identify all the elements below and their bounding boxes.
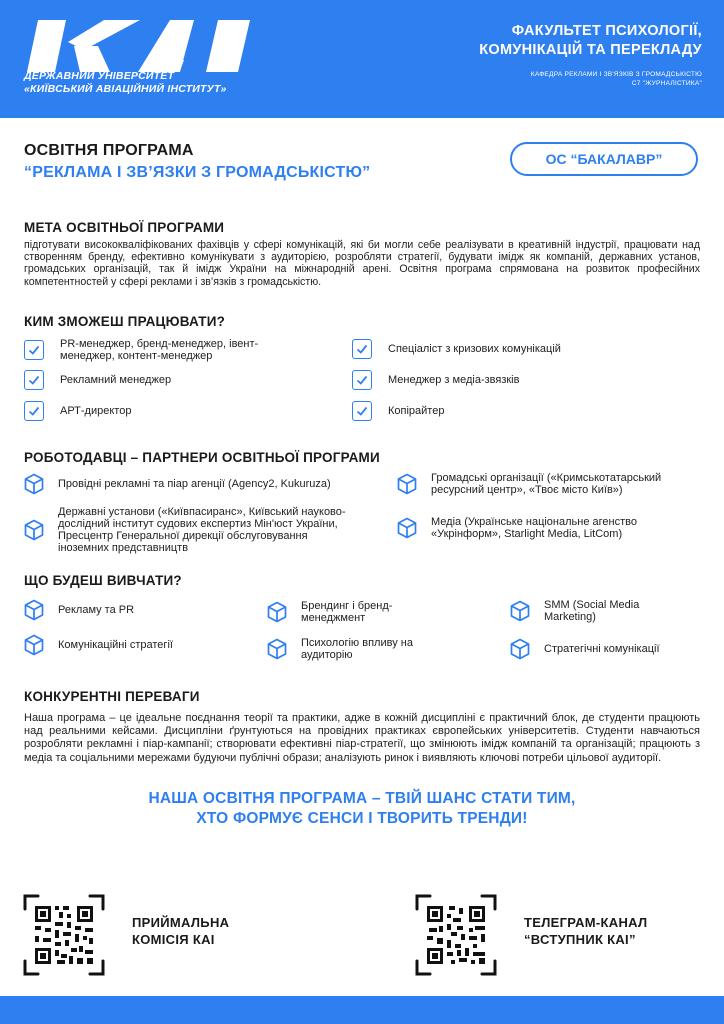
career-label: PR-менеджер, бренд-менеджер, івент-менеджер, контент-менеджер [60, 338, 259, 362]
department-line-2: С7 "ЖУРНАЛІСТИКА" [631, 80, 702, 87]
partner-item [397, 472, 707, 496]
faculty-line-2: КОМУНІКАЦІЙ ТА ПЕРЕКЛАДУ [479, 42, 702, 58]
faculty-line-1: ФАКУЛЬТЕТ ПСИХОЛОГІЇ, [511, 23, 702, 39]
cube-icon [510, 600, 530, 622]
study-item [267, 600, 467, 624]
checkbox-check-icon [24, 370, 44, 390]
cube-icon [397, 517, 417, 539]
telegram-label-line-1: ТЕЛЕГРАМ-КАНАЛ [524, 915, 648, 930]
admission-label-line-2: КОМІСІЯ КАІ [132, 932, 215, 947]
qr-code-icon [22, 893, 106, 977]
career-label: Спеціаліст з кризових комунікацій [388, 343, 561, 355]
study-item [267, 637, 467, 661]
career-item [352, 401, 692, 421]
career-label: Рекламний менеджер [60, 374, 172, 386]
telegram-label [524, 914, 647, 948]
career-item [24, 401, 324, 421]
study-label: Психологію впливу на аудиторію [301, 637, 413, 661]
study-item [24, 599, 244, 621]
program-name: “РЕКЛАМА І ЗВ’ЯЗКИ З ГРОМАДСЬКІСТЮ” [24, 164, 371, 181]
header-banner [0, 0, 724, 118]
goal-text: підготувати висококваліфікованих фахівців у сфері комунікацій, які би могли себе реалізувати в креативній індустрії, працювати над створенням бренду, ефективно комунікувати з аудиторією, розробляти стратегії, будувати імідж як компаній, державних установ, громадських організацій, так й імідж України на міжнародній арені. Освітня програма спрямована на розвиток професійних компетентностей у сфері реклами і зв’язків з громадськістю. [24, 239, 700, 288]
partner-label: Громадські організації («Кримськотатарський ресурсний центр», «Твоє місто Київ») [431, 472, 662, 496]
advantages-heading: КОНКУРЕНТНІ ПЕРЕВАГИ [24, 689, 200, 704]
checkbox-check-icon [24, 340, 44, 360]
partner-label: Провідні рекламні та піар агенції (Agency2, Kukuruza) [58, 478, 331, 490]
faculty-name [479, 22, 702, 60]
study-label: Брендинг і бренд-менеджмент [301, 600, 393, 624]
partner-item [397, 516, 707, 540]
study-label: Рекламу та PR [58, 604, 135, 616]
checkbox-check-icon [24, 401, 44, 421]
study-item [510, 638, 720, 660]
partner-label: Медіа (Українське національне агенство «Укрінформ», Starlight Media, LitCom) [431, 516, 637, 540]
qr-code-icon [414, 893, 498, 977]
program-title: ОСВІТНЯ ПРОГРАМА [24, 142, 194, 159]
cube-icon [267, 638, 287, 660]
study-heading: ЩО БУДЕШ ВИВЧАТИ? [24, 573, 182, 588]
kai-logo [24, 20, 252, 72]
study-label: SMM (Social Media Marketing) [544, 599, 640, 623]
university-name [24, 70, 227, 96]
advantages-text: Наша програма – це ідеальне поєднання теорії та практики, адже в кожній дисципліні є практичний блок, де студенти працюють над реальними кейсами. Дисципліни ґрунтуються на провідних практиках європейських університетів. Студенти навчаються розробляти рекламні і піар-кампанії; створювати ефективні піар-стратегії, що змінюють імідж компаній та організацій; працюють з медіа та соціальними мережами будуючи публічні образи; аналізують ринок і виявляють ключові потреби цільової аудиторії. [24, 712, 700, 764]
admission-qr[interactable] [22, 893, 106, 977]
cube-icon [24, 473, 44, 495]
university-line-2: «КИЇВСЬКИЙ АВІАЦІЙНИЙ ІНСТИТУТ» [24, 83, 227, 95]
cube-icon [24, 634, 44, 656]
partner-item [24, 506, 364, 554]
checkbox-check-icon [352, 401, 372, 421]
cube-icon [24, 599, 44, 621]
cube-icon [397, 473, 417, 495]
goal-heading: МЕТА ОСВІТНЬОЇ ПРОГРАМИ [24, 220, 225, 235]
career-label: АРТ-директор [60, 405, 132, 417]
careers-heading: КИМ ЗМОЖЕШ ПРАЦЮВАТИ? [24, 314, 226, 329]
study-label: Стратегічні комунікації [544, 643, 660, 655]
cube-icon [510, 638, 530, 660]
partners-heading: РОБОТОДАВЦІ – ПАРТНЕРИ ОСВІТНЬОЇ ПРОГРАМИ [24, 450, 380, 465]
cube-icon [24, 519, 44, 541]
university-line-1: ДЕРЖАВНИЙ УНІВЕРСИТЕТ [24, 70, 175, 82]
slogan-line-1: НАША ОСВІТНЯ ПРОГРАМА – ТВІЙ ШАНС СТАТИ ТИМ, [148, 790, 576, 807]
study-label: Комунікаційні стратегії [58, 639, 173, 651]
slogan-line-2: ХТО ФОРМУЄ СЕНСИ І ТВОРИТЬ ТРЕНДИ! [196, 810, 528, 827]
admission-label-line-1: ПРИЙМАЛЬНА [132, 915, 230, 930]
telegram-label-line-2: “ВСТУПНИК КАІ” [524, 932, 636, 947]
partner-item [24, 473, 354, 495]
footer-bar [0, 996, 724, 1024]
kai-logo-icon [24, 20, 252, 72]
department-name [531, 70, 702, 88]
career-label: Менеджер з медіа-звязків [388, 374, 520, 386]
career-item [352, 339, 692, 359]
career-item [24, 338, 324, 362]
checkbox-check-icon [352, 339, 372, 359]
admission-label [132, 914, 229, 948]
department-line-1: КАФЕДРА РЕКЛАМИ І ЗВ'ЯЗКІВ З ГРОМАДСЬКІСТЮ [530, 71, 702, 78]
study-item [24, 634, 244, 656]
telegram-qr[interactable] [414, 893, 498, 977]
cube-icon [267, 601, 287, 623]
career-label: Копірайтер [388, 405, 445, 417]
degree-badge: ОС “БАКАЛАВР” [510, 142, 698, 176]
career-item [352, 370, 692, 390]
checkbox-check-icon [352, 370, 372, 390]
partner-label: Державні установи («Київпасиранс», Київський науково-дослідний інститут судових експертиз Мін'юст України, Пресцентр Генеральної дирекції обслуговування іноземних представництв [58, 506, 346, 554]
career-item [24, 370, 324, 390]
study-item [510, 599, 710, 623]
